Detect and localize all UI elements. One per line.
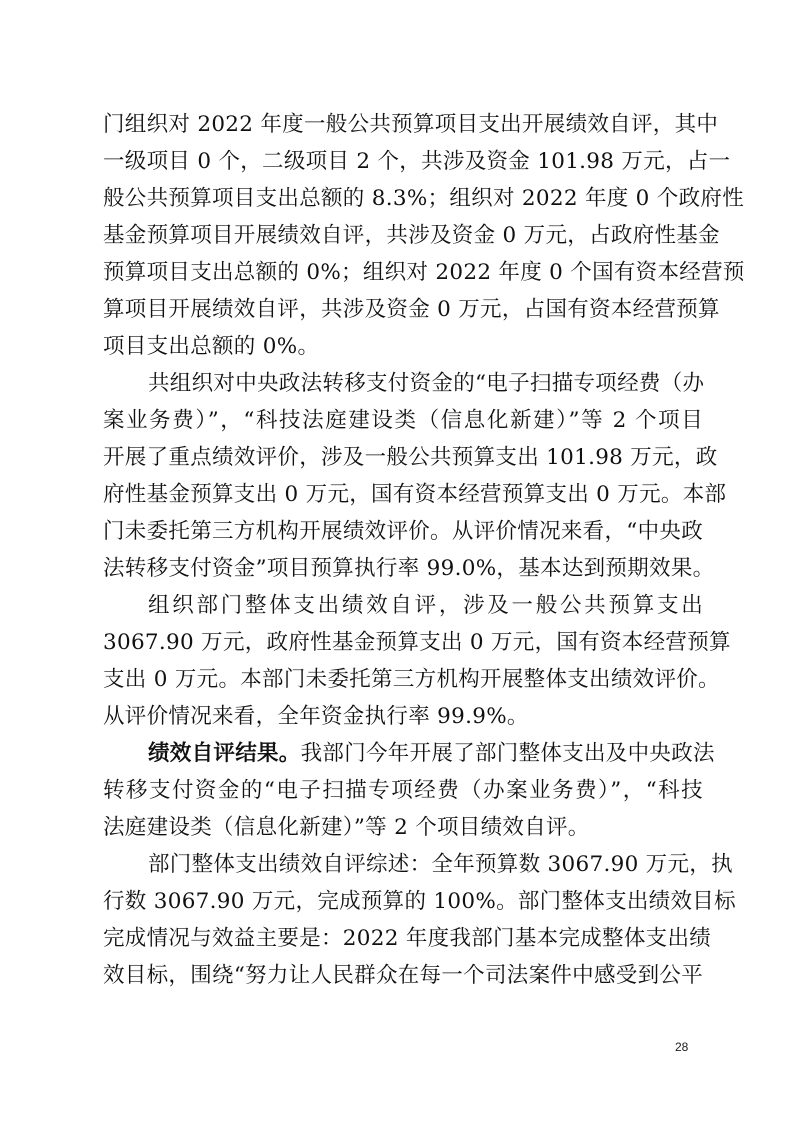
- paragraph-2-line-5: 门未委托第三方机构开展绩效评价。从评价情况来看，“中央政: [103, 519, 703, 544]
- page-number: 28: [675, 1040, 689, 1054]
- paragraph-2-line-4: 府性基金预算支出 0 万元，国有资本经营预算支出 0 万元。本部: [103, 482, 727, 507]
- paragraph-4-line-2: 转移支付资金的“电子扫描专项经费（办案业务费）”，“科技: [103, 778, 703, 803]
- paragraph-4-line-1-text: 我部门今年开展了部门整体支出及中央政法: [300, 741, 715, 766]
- paragraph-1-line-1: 门组织对 2022 年度一般公共预算项目支出开展绩效自评，其中: [103, 112, 719, 137]
- paragraph-3-line-1: 组织部门整体支出绩效自评，涉及一般公共预算支出: [148, 593, 703, 618]
- paragraph-2-line-3: 开展了重点绩效评价，涉及一般公共预算支出 101.98 万元，政: [103, 445, 718, 470]
- paragraph-3-line-3: 支出 0 万元。本部门未委托第三方机构开展整体支出绩效评价。: [103, 667, 720, 692]
- paragraph-1-line-5: 预算项目支出总额的 0%；组织对 2022 年度 0 个国有资本经营预: [103, 260, 745, 285]
- bold-lead-heading: 绩效自评结果。: [148, 741, 301, 766]
- paragraph-5-line-2: 行数 3067.90 万元，完成预算的 100%。部门整体支出绩效目标: [103, 889, 736, 914]
- paragraph-1-line-6: 算项目开展绩效自评，共涉及资金 0 万元，占国有资本经营预算: [103, 297, 720, 322]
- paragraph-2-line-1: 共组织对中央政法转移支付资金的“电子扫描专项经费（办: [148, 371, 705, 396]
- paragraph-1-line-7: 项目支出总额的 0%。: [103, 334, 320, 359]
- paragraph-4-line-1: [148, 736, 715, 772]
- paragraph-1-line-2: 一级项目 0 个，二级项目 2 个，共涉及资金 101.98 万元，占一: [103, 149, 731, 174]
- paragraph-3-line-2: 3067.90 万元，政府性基金预算支出 0 万元，国有资本经营预算: [103, 630, 731, 655]
- paragraph-1-line-3: 般公共预算项目支出总额的 8.3%；组织对 2022 年度 0 个政府性: [103, 186, 744, 211]
- paragraph-5-line-3: 完成情况与效益主要是：2022 年度我部门基本完成整体支出绩: [103, 926, 712, 951]
- paragraph-3-line-4: 从评价情况来看，全年资金执行率 99.9%。: [103, 704, 529, 729]
- paragraph-2-line-2: 案业务费）”，“科技法庭建设类（信息化新建）”等 2 个项目: [103, 408, 703, 433]
- paragraph-4-line-3: 法庭建设类（信息化新建）”等 2 个项目绩效自评。: [103, 815, 590, 840]
- paragraph-1-line-4: 基金预算项目开展绩效自评，共涉及资金 0 万元，占政府性基金: [103, 223, 720, 248]
- paragraph-2-line-6: 法转移支付资金”项目预算执行率 99.0%，基本达到预期效果。: [103, 556, 715, 581]
- paragraph-5-line-1: 部门整体支出绩效自评综述：全年预算数 3067.90 万元，执: [148, 852, 733, 877]
- paragraph-5-line-4: 效目标，围绕“努力让人民群众在每一个司法案件中感受到公平: [103, 963, 703, 988]
